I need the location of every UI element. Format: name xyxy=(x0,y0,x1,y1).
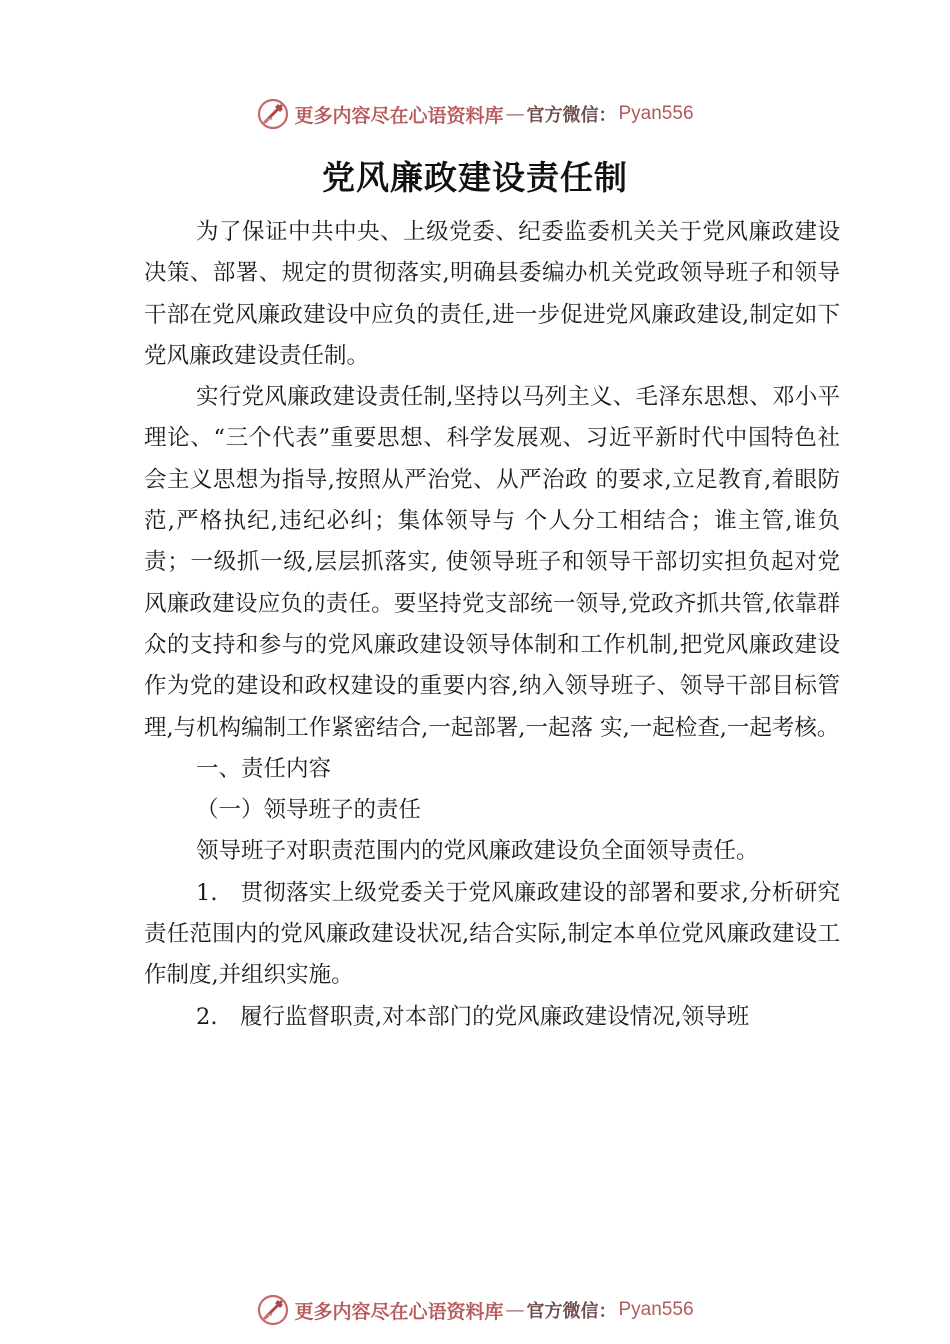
subsection-heading-leadership: （一）领导班子的责任 xyxy=(196,797,422,824)
watermark-wechat-label: 官方微信： xyxy=(526,1301,617,1322)
document-title: 党风廉政建设责任制 xyxy=(322,158,628,197)
section-heading-responsibilities: 一、责任内容 xyxy=(196,755,332,782)
watermark-wechat-label: 官方微信： xyxy=(526,105,617,126)
paragraph-principles: 实行党风廉政建设责任制,坚持以马列主义、毛泽东思想、邓小平理论、“三个代表”重要思想、科学发展观、习近平新时代中国特色社会主义思想为指导,按照从严治党、从严治政 的要求,立足教育,着眼防范,严格执纪,违纪必纠；集体领导与 个人分工相结合；谁主管,谁负责；一级抓一级,层层抓落实, 使领导班子和领导干部切实担负起对党风廉政建设应负的责任。要坚持党支部统一领导,党政齐抓共管,依靠群众的支持和参与的党风廉政建设领导体制和工作机制,把党风廉政建设作为党的建设和政权建设的重要内容,纳入领导班子、领导干部目标管理,与机构编制工作紧密结合,一起部署,一起落 实,一起检查,一起考核。 xyxy=(144,384,840,741)
watermark-dash: — xyxy=(505,1299,525,1321)
list-item-1: 1. 贯彻落实上级党委关于党风廉政建设的部署和要求,分析研究责任范围内的党风廉政建设状况,结合实际,制定本单位党风廉政建设工作制度,并组织实施。 xyxy=(144,879,840,989)
pen-logo-icon xyxy=(256,1293,290,1327)
watermark-dash: — xyxy=(505,103,525,125)
watermark-wechat-id: Pyan556 xyxy=(618,103,694,124)
watermark-brand: 更多内容尽在心语资料库 xyxy=(294,1300,504,1323)
watermark-wechat-id: Pyan556 xyxy=(618,1299,694,1320)
header-watermark xyxy=(0,94,950,134)
footer-watermark xyxy=(0,1290,950,1330)
paragraph-purpose: 为了保证中共中央、上级党委、纪委监委机关关于党风廉政建设决策、部署、规定的贯彻落实,明确县委编办机关党政领导班子和领导干部在党风廉政建设中应负的责任,进一步促进党风廉政建设,制定如下党风廉政建设责任制。 xyxy=(144,219,840,369)
pen-logo-icon xyxy=(256,97,290,131)
list-item-2: 2. 履行监督职责,对本部门的党风廉政建设情况,领导班 xyxy=(196,1003,750,1030)
paragraph-leadership-duty: 领导班子对职责范围内的党风廉政建设负全面领导责任。 xyxy=(196,838,759,865)
watermark-brand: 更多内容尽在心语资料库 xyxy=(294,104,504,127)
document-body xyxy=(144,212,840,1038)
